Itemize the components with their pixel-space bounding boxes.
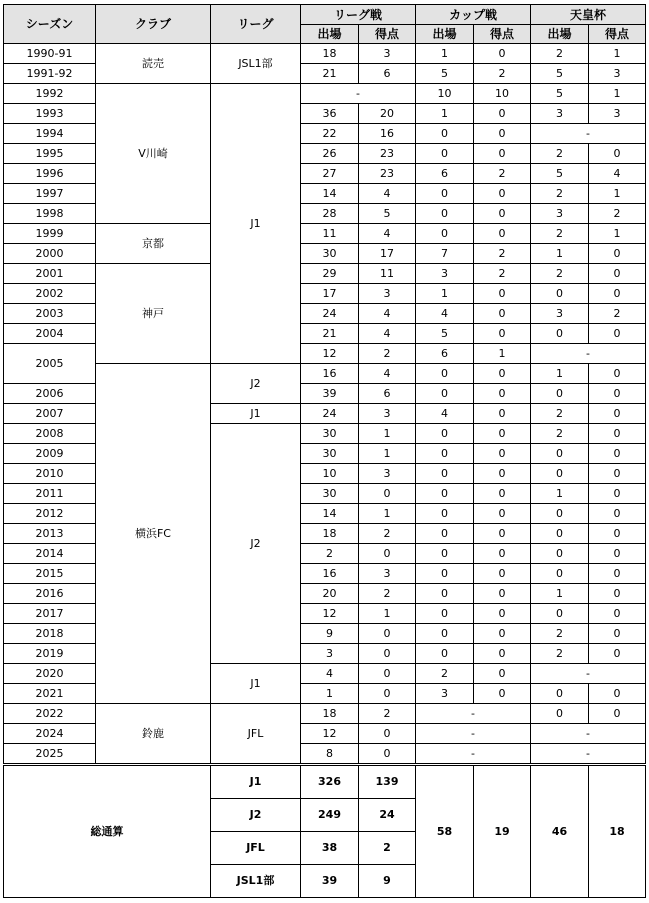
- league-goals-cell: 1: [359, 444, 416, 464]
- club-header: クラブ: [96, 5, 211, 44]
- league-goals-cell: 4: [359, 324, 416, 344]
- club-cell: V川崎: [96, 84, 211, 224]
- totals-league-apps: 38: [301, 832, 359, 865]
- season-cell: 1994: [4, 124, 96, 144]
- cup-apps-cell: 0: [416, 124, 474, 144]
- league-goals-cell: 17: [359, 244, 416, 264]
- league-apps-cell: 24: [301, 404, 359, 424]
- league-apps-cell: 14: [301, 504, 359, 524]
- league-goals-cell: 2: [359, 584, 416, 604]
- cup-apps-cell: 4: [416, 404, 474, 424]
- cup-apps-cell: 0: [416, 364, 474, 384]
- cup-apps-cell: 5: [416, 64, 474, 84]
- table-body: [4, 44, 646, 765]
- cup-apps-cell: 0: [416, 484, 474, 504]
- cup-merged-cell: -: [416, 744, 531, 765]
- league-goals-cell: 0: [359, 544, 416, 564]
- totals-league-goals: 139: [359, 765, 416, 799]
- cup-goals-cell: 0: [474, 404, 531, 424]
- league-goals-cell: 0: [359, 724, 416, 744]
- cup-apps-cell: 0: [416, 144, 474, 164]
- cup-goals-cell: 0: [474, 204, 531, 224]
- league-apps-cell: 16: [301, 564, 359, 584]
- league-apps-cell: 9: [301, 624, 359, 644]
- emperor-goals-cell: 0: [589, 584, 646, 604]
- league-apps-cell: 12: [301, 724, 359, 744]
- season-cell: 1995: [4, 144, 96, 164]
- emperor-apps-cell: 3: [531, 104, 589, 124]
- emperor-goals-cell: 0: [589, 444, 646, 464]
- cup-goals-cell: 0: [474, 444, 531, 464]
- season-cell: 2020: [4, 664, 96, 684]
- totals-league: J1: [211, 765, 301, 799]
- cup-apps-cell: 6: [416, 344, 474, 364]
- totals-league-goals: 9: [359, 865, 416, 898]
- cup-apps-cell: 0: [416, 524, 474, 544]
- cup-apps-cell: 3: [416, 264, 474, 284]
- cup-apps-cell: 0: [416, 624, 474, 644]
- league-goals-cell: 3: [359, 404, 416, 424]
- league-goals-cell: 11: [359, 264, 416, 284]
- season-cell: 2022: [4, 704, 96, 724]
- league-goals-cell: 23: [359, 164, 416, 184]
- cup-apps-cell: 7: [416, 244, 474, 264]
- league-apps-cell: 12: [301, 604, 359, 624]
- table-row: [4, 44, 646, 64]
- league-apps-cell: 24: [301, 304, 359, 324]
- emperor-apps-cell: 0: [531, 444, 589, 464]
- cup-merged-cell: -: [416, 724, 531, 744]
- league-goals-header: 得点: [359, 25, 416, 44]
- league-goals-cell: 20: [359, 104, 416, 124]
- league-cell: J1: [211, 404, 301, 424]
- emperor-apps-cell: 0: [531, 704, 589, 724]
- totals-section: [4, 765, 646, 898]
- season-cell: 2010: [4, 464, 96, 484]
- emperor-apps-cell: 0: [531, 324, 589, 344]
- league-apps-cell: 18: [301, 524, 359, 544]
- league-apps-cell: 18: [301, 704, 359, 724]
- league-apps-cell: 30: [301, 484, 359, 504]
- cup-goals-cell: 0: [474, 564, 531, 584]
- cup-apps-cell: 0: [416, 464, 474, 484]
- league-goals-cell: 0: [359, 744, 416, 765]
- emperor-goals-cell: 0: [589, 404, 646, 424]
- cup-goals-cell: 2: [474, 244, 531, 264]
- emperor-apps-cell: 3: [531, 304, 589, 324]
- emperor-apps-cell: 5: [531, 64, 589, 84]
- emperor-goals-cell: 0: [589, 424, 646, 444]
- league-goals-cell: 16: [359, 124, 416, 144]
- cup-goals-cell: 0: [474, 584, 531, 604]
- league-apps-cell: 30: [301, 424, 359, 444]
- season-cell: 2006: [4, 384, 96, 404]
- season-cell: 2025: [4, 744, 96, 765]
- cup-apps-cell: 0: [416, 544, 474, 564]
- cup-apps-cell: 0: [416, 444, 474, 464]
- emperor-apps-cell: 3: [531, 204, 589, 224]
- cup-goals-cell: 0: [474, 664, 531, 684]
- cup-apps-cell: 0: [416, 204, 474, 224]
- league-goals-cell: 4: [359, 364, 416, 384]
- league-cell: J1: [211, 664, 301, 704]
- emperor-apps-cell: 0: [531, 504, 589, 524]
- cup-apps-cell: 10: [416, 84, 474, 104]
- club-cell: 鈴鹿: [96, 704, 211, 765]
- club-cell: 横浜FC: [96, 364, 211, 704]
- emperor-goals-cell: 2: [589, 304, 646, 324]
- cup-goals-cell: 0: [474, 124, 531, 144]
- season-cell: 2005: [4, 344, 96, 384]
- emperor-goals-cell: 0: [589, 504, 646, 524]
- emperor-apps-cell: 0: [531, 684, 589, 704]
- club-cell: 神戸: [96, 264, 211, 364]
- cup-header: カップ戦: [416, 5, 531, 25]
- league-apps-cell: 39: [301, 384, 359, 404]
- emperor-goals-cell: 2: [589, 204, 646, 224]
- emperor-merged-cell: -: [531, 724, 646, 744]
- league-apps-cell: 11: [301, 224, 359, 244]
- season-cell: 1991-92: [4, 64, 96, 84]
- cup-goals-cell: 2: [474, 264, 531, 284]
- season-cell: 2011: [4, 484, 96, 504]
- emperor-apps-cell: 2: [531, 44, 589, 64]
- cup-apps-cell: 0: [416, 604, 474, 624]
- league-goals-cell: 0: [359, 684, 416, 704]
- emperor-apps-cell: 0: [531, 384, 589, 404]
- emperor-goals-cell: 1: [589, 84, 646, 104]
- league-apps-cell: 4: [301, 664, 359, 684]
- cup-apps-cell: 0: [416, 584, 474, 604]
- table-header: [4, 5, 646, 44]
- totals-emperor-goals: 18: [589, 765, 646, 898]
- league-apps-cell: 27: [301, 164, 359, 184]
- season-cell: 2019: [4, 644, 96, 664]
- season-cell: 1990-91: [4, 44, 96, 64]
- league-apps-cell: 18: [301, 44, 359, 64]
- league-apps-cell: 12: [301, 344, 359, 364]
- league-apps-cell: 17: [301, 284, 359, 304]
- league-apps-cell: 20: [301, 584, 359, 604]
- emperor-apps-cell: 1: [531, 244, 589, 264]
- emperor-goals-cell: 0: [589, 384, 646, 404]
- emperor-apps-cell: 2: [531, 424, 589, 444]
- league-merged-cell: -: [301, 84, 416, 104]
- season-cell: 1999: [4, 224, 96, 244]
- league-goals-cell: 0: [359, 624, 416, 644]
- cup-goals-cell: 2: [474, 164, 531, 184]
- emperor-apps-cell: 0: [531, 464, 589, 484]
- league-goals-cell: 2: [359, 704, 416, 724]
- season-cell: 1993: [4, 104, 96, 124]
- cup-apps-cell: 2: [416, 664, 474, 684]
- cup-apps-cell: 0: [416, 184, 474, 204]
- emperor-goals-cell: 0: [589, 604, 646, 624]
- league-goals-cell: 23: [359, 144, 416, 164]
- cup-goals-cell: 2: [474, 64, 531, 84]
- league-apps-cell: 36: [301, 104, 359, 124]
- season-cell: 2007: [4, 404, 96, 424]
- cup-apps-cell: 0: [416, 564, 474, 584]
- emperor-goals-cell: 0: [589, 644, 646, 664]
- season-cell: 1998: [4, 204, 96, 224]
- emperor-apps-cell: 5: [531, 84, 589, 104]
- season-cell: 2021: [4, 684, 96, 704]
- emperor-goals-cell: 0: [589, 564, 646, 584]
- season-cell: 2002: [4, 284, 96, 304]
- emperor-merged-cell: -: [531, 664, 646, 684]
- emperor-apps-cell: 0: [531, 564, 589, 584]
- cup-goals-cell: 0: [474, 504, 531, 524]
- league-apps-cell: 3: [301, 644, 359, 664]
- emperor-goals-cell: 0: [589, 264, 646, 284]
- cup-apps-cell: 3: [416, 684, 474, 704]
- emperor-goals-cell: 0: [589, 524, 646, 544]
- emperor-goals-cell: 0: [589, 244, 646, 264]
- totals-league-goals: 2: [359, 832, 416, 865]
- emperor-goals-cell: 0: [589, 324, 646, 344]
- league-apps-cell: 30: [301, 244, 359, 264]
- cup-goals-cell: 0: [474, 644, 531, 664]
- season-cell: 2004: [4, 324, 96, 344]
- season-cell: 2013: [4, 524, 96, 544]
- cup-apps-cell: 1: [416, 284, 474, 304]
- emperor-merged-cell: -: [531, 744, 646, 765]
- league-apps-cell: 14: [301, 184, 359, 204]
- cup-goals-cell: 0: [474, 104, 531, 124]
- season-cell: 2017: [4, 604, 96, 624]
- totals-cup-apps: 58: [416, 765, 474, 898]
- cup-goals-cell: 0: [474, 364, 531, 384]
- totals-league: J2: [211, 799, 301, 832]
- league-apps-header: 出場: [301, 25, 359, 44]
- season-header: シーズン: [4, 5, 96, 44]
- career-stats-table: [3, 4, 646, 898]
- cup-apps-cell: 1: [416, 104, 474, 124]
- season-cell: 2012: [4, 504, 96, 524]
- league-apps-cell: 16: [301, 364, 359, 384]
- league-goals-cell: 4: [359, 184, 416, 204]
- league-goals-cell: 1: [359, 504, 416, 524]
- cup-goals-cell: 0: [474, 624, 531, 644]
- emperor-apps-cell: 2: [531, 404, 589, 424]
- emperor-cup-header: 天皇杯: [531, 5, 646, 25]
- table-row: [4, 704, 646, 724]
- cup-apps-cell: 5: [416, 324, 474, 344]
- emperor-apps-header: 出場: [531, 25, 589, 44]
- league-goals-cell: 0: [359, 484, 416, 504]
- emperor-apps-cell: 0: [531, 284, 589, 304]
- emperor-goals-cell: 3: [589, 104, 646, 124]
- season-cell: 2016: [4, 584, 96, 604]
- league-apps-cell: 30: [301, 444, 359, 464]
- cup-goals-header: 得点: [474, 25, 531, 44]
- league-goals-cell: 0: [359, 664, 416, 684]
- table-row: [4, 364, 646, 384]
- totals-league: JSL1部: [211, 865, 301, 898]
- totals-emperor-apps: 46: [531, 765, 589, 898]
- cup-merged-cell: -: [416, 704, 531, 724]
- league-apps-cell: 21: [301, 324, 359, 344]
- cup-goals-cell: 0: [474, 44, 531, 64]
- cup-goals-cell: 1: [474, 344, 531, 364]
- emperor-goals-cell: 1: [589, 184, 646, 204]
- league-apps-cell: 10: [301, 464, 359, 484]
- season-cell: 2008: [4, 424, 96, 444]
- emperor-apps-cell: 1: [531, 484, 589, 504]
- emperor-apps-cell: 0: [531, 544, 589, 564]
- league-apps-cell: 29: [301, 264, 359, 284]
- cup-goals-cell: 0: [474, 224, 531, 244]
- season-cell: 2015: [4, 564, 96, 584]
- emperor-goals-cell: 0: [589, 624, 646, 644]
- cup-goals-cell: 0: [474, 684, 531, 704]
- season-cell: 2014: [4, 544, 96, 564]
- league-goals-cell: 3: [359, 564, 416, 584]
- season-cell: 2000: [4, 244, 96, 264]
- league-cell: JFL: [211, 704, 301, 765]
- league-goals-cell: 3: [359, 464, 416, 484]
- cup-apps-cell: 0: [416, 224, 474, 244]
- league-goals-cell: 4: [359, 224, 416, 244]
- emperor-apps-cell: 2: [531, 144, 589, 164]
- season-cell: 1996: [4, 164, 96, 184]
- emperor-goals-cell: 0: [589, 544, 646, 564]
- league-apps-cell: 28: [301, 204, 359, 224]
- league-goals-cell: 3: [359, 284, 416, 304]
- league-cell: JSL1部: [211, 44, 301, 84]
- emperor-merged-cell: -: [531, 124, 646, 144]
- league-apps-cell: 8: [301, 744, 359, 765]
- emperor-merged-cell: -: [531, 344, 646, 364]
- league-cell: J1: [211, 84, 301, 364]
- emperor-goals-cell: 3: [589, 64, 646, 84]
- cup-goals-cell: 0: [474, 384, 531, 404]
- league-goals-cell: 6: [359, 64, 416, 84]
- cup-apps-cell: 4: [416, 304, 474, 324]
- emperor-goals-cell: 0: [589, 284, 646, 304]
- cup-goals-cell: 0: [474, 484, 531, 504]
- league-goals-cell: 6: [359, 384, 416, 404]
- league-goals-cell: 2: [359, 524, 416, 544]
- totals-league-apps: 326: [301, 765, 359, 799]
- cup-goals-cell: 0: [474, 184, 531, 204]
- totals-league-apps: 39: [301, 865, 359, 898]
- emperor-goals-cell: 0: [589, 484, 646, 504]
- cup-apps-cell: 1: [416, 44, 474, 64]
- league-goals-cell: 0: [359, 644, 416, 664]
- emperor-apps-cell: 5: [531, 164, 589, 184]
- season-cell: 2003: [4, 304, 96, 324]
- cup-goals-cell: 0: [474, 324, 531, 344]
- cup-goals-cell: 0: [474, 284, 531, 304]
- emperor-goals-header: 得点: [589, 25, 646, 44]
- league-header: リーグ: [211, 5, 301, 44]
- totals-label: 総通算: [4, 765, 211, 898]
- emperor-apps-cell: 1: [531, 584, 589, 604]
- club-cell: 読売: [96, 44, 211, 84]
- league-goals-cell: 1: [359, 424, 416, 444]
- emperor-apps-cell: 0: [531, 524, 589, 544]
- season-cell: 2024: [4, 724, 96, 744]
- totals-row: [4, 765, 646, 799]
- totals-cup-goals: 19: [474, 765, 531, 898]
- emperor-apps-cell: 2: [531, 184, 589, 204]
- cup-goals-cell: 0: [474, 424, 531, 444]
- league-goals-cell: 2: [359, 344, 416, 364]
- cup-apps-header: 出場: [416, 25, 474, 44]
- cup-goals-cell: 0: [474, 524, 531, 544]
- totals-league-goals: 24: [359, 799, 416, 832]
- league-goals-cell: 4: [359, 304, 416, 324]
- league-apps-cell: 22: [301, 124, 359, 144]
- cup-goals-cell: 0: [474, 604, 531, 624]
- totals-league: JFL: [211, 832, 301, 865]
- cup-apps-cell: 0: [416, 424, 474, 444]
- season-cell: 2018: [4, 624, 96, 644]
- cup-goals-cell: 0: [474, 144, 531, 164]
- league-goals-cell: 1: [359, 604, 416, 624]
- emperor-goals-cell: 0: [589, 364, 646, 384]
- cup-goals-cell: 0: [474, 464, 531, 484]
- emperor-goals-cell: 0: [589, 144, 646, 164]
- league-cell: J2: [211, 364, 301, 404]
- cup-apps-cell: 6: [416, 164, 474, 184]
- emperor-goals-cell: 0: [589, 464, 646, 484]
- cup-goals-cell: 10: [474, 84, 531, 104]
- cup-apps-cell: 0: [416, 504, 474, 524]
- season-cell: 2009: [4, 444, 96, 464]
- league-apps-cell: 21: [301, 64, 359, 84]
- table-row: [4, 264, 646, 284]
- emperor-apps-cell: 2: [531, 224, 589, 244]
- table-row: [4, 224, 646, 244]
- emperor-apps-cell: 2: [531, 264, 589, 284]
- league-games-header: リーグ戦: [301, 5, 416, 25]
- emperor-goals-cell: 1: [589, 224, 646, 244]
- cup-apps-cell: 0: [416, 384, 474, 404]
- emperor-goals-cell: 1: [589, 44, 646, 64]
- league-apps-cell: 1: [301, 684, 359, 704]
- emperor-apps-cell: 0: [531, 604, 589, 624]
- table-row: [4, 84, 646, 104]
- season-cell: 1992: [4, 84, 96, 104]
- league-goals-cell: 5: [359, 204, 416, 224]
- emperor-goals-cell: 0: [589, 684, 646, 704]
- emperor-apps-cell: 1: [531, 364, 589, 384]
- club-cell: 京都: [96, 224, 211, 264]
- cup-goals-cell: 0: [474, 304, 531, 324]
- cup-goals-cell: 0: [474, 544, 531, 564]
- season-cell: 1997: [4, 184, 96, 204]
- emperor-goals-cell: 4: [589, 164, 646, 184]
- emperor-apps-cell: 2: [531, 644, 589, 664]
- league-goals-cell: 3: [359, 44, 416, 64]
- season-cell: 2001: [4, 264, 96, 284]
- league-apps-cell: 2: [301, 544, 359, 564]
- league-cell: J2: [211, 424, 301, 664]
- totals-league-apps: 249: [301, 799, 359, 832]
- emperor-goals-cell: 0: [589, 704, 646, 724]
- cup-apps-cell: 0: [416, 644, 474, 664]
- league-apps-cell: 26: [301, 144, 359, 164]
- emperor-apps-cell: 2: [531, 624, 589, 644]
